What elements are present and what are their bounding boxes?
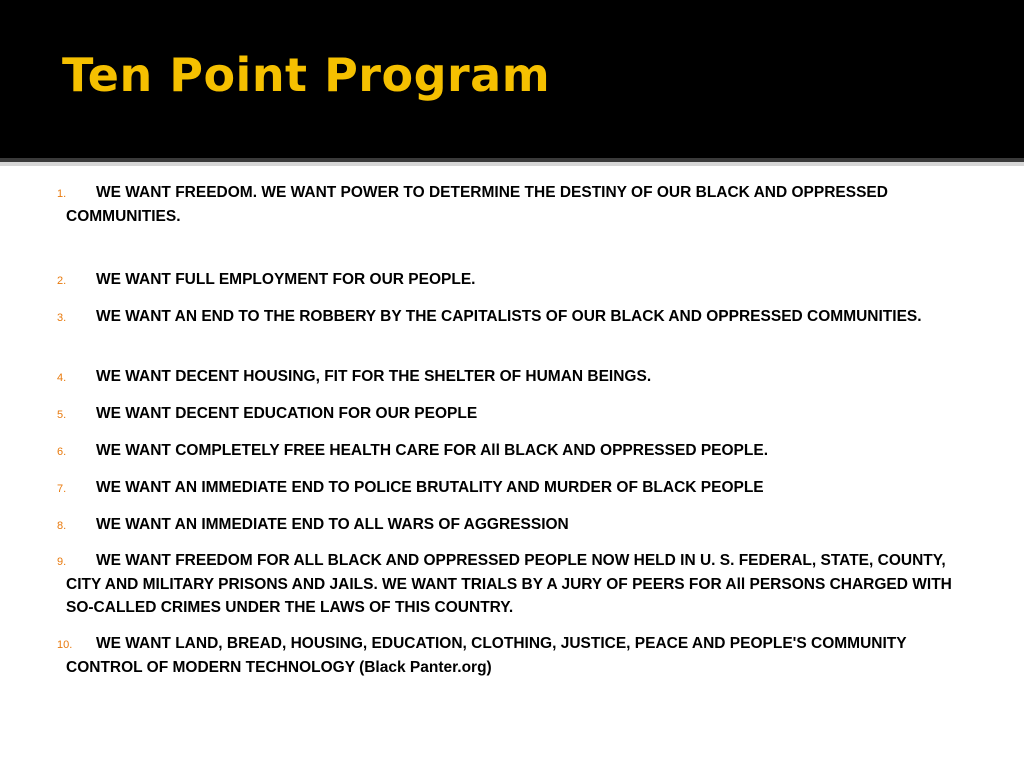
item-number: 1. [57,188,67,200]
item-text: WE WANT AN IMMEDIATE END TO POLICE BRUTALITY AND MURDER OF BLACK PEOPLE [96,479,764,496]
item-number: 2. [57,275,67,287]
item-number: 4. [57,372,67,384]
item-text: WE WANT LAND, BREAD, HOUSING, EDUCATION, CLOTHING, JUSTICE, PEACE AND PEOPLE'S COMMUNITY CONTROL OF MODERN TECHNOLOGY (Black Panter.org) [66,635,907,676]
item-text: WE WANT DECENT EDUCATION FOR OUR PEOPLE [96,405,478,422]
item-number: 8. [57,520,67,532]
slide-title: Ten Point Program [62,48,551,102]
item-text: WE WANT AN END TO THE ROBBERY BY THE CAPITALISTS OF OUR BLACK AND OPPRESSED COMMUNITIES. [96,308,922,325]
title-divider-shadow [0,162,1024,166]
item-text: WE WANT AN IMMEDIATE END TO ALL WARS OF AGGRESSION [96,516,569,533]
item-number: 5. [57,409,67,421]
item-number: 6. [57,446,67,458]
item-text: WE WANT FREEDOM FOR ALL BLACK AND OPPRESSED PEOPLE NOW HELD IN U. S. FEDERAL, STATE, COUNTY, CITY AND MILITARY PRISONS AND JAILS. WE WANT TRIALS BY A JURY OF PEERS FOR All PERSONS CHARGED WITH SO-CALLED CRIMES UNDER THE LAWS OF THIS COUNTRY. [66,552,952,616]
item-number: 3. [57,312,67,324]
item-number: 10. [57,639,73,651]
item-number: 9. [57,556,67,568]
item-text: WE WANT FREEDOM. WE WANT POWER TO DETERMINE THE DESTINY OF OUR BLACK AND OPPRESSED COMMUNITIES. [66,184,888,225]
item-text: WE WANT DECENT HOUSING, FIT FOR THE SHELTER OF HUMAN BEINGS. [96,368,652,385]
item-text: WE WANT FULL EMPLOYMENT FOR OUR PEOPLE. [96,271,476,288]
item-number: 7. [57,483,67,495]
item-text: WE WANT COMPLETELY FREE HEALTH CARE FOR All BLACK AND OPPRESSED PEOPLE. [96,442,769,459]
